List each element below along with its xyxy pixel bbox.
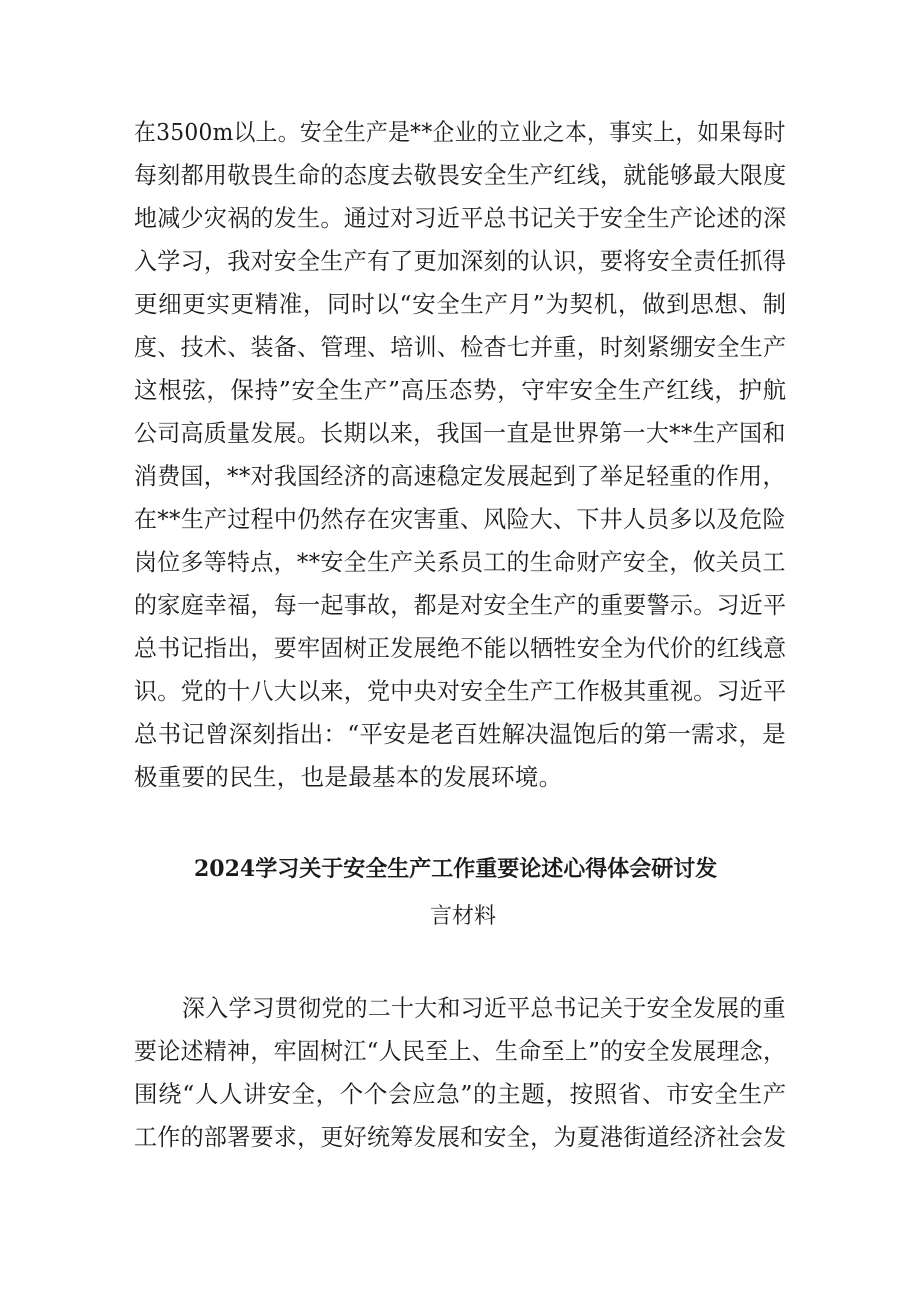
text-line: 入学习，我对安全生产有了更加深刻的认识，要将安全责任抓得 bbox=[134, 247, 787, 275]
text-line: 在3500m以上。安全生产是**企业的立业之本，事实上，如果每时 bbox=[134, 118, 786, 146]
text-line: 深入学习贯彻党的二十大和习近平总书记关于安全发展的重 bbox=[182, 994, 786, 1022]
text-line: 度、技术、装备、管理、培训、检杳七并重，时刻紧绷安全生产 bbox=[134, 333, 787, 361]
text-line: 每刻都用敬畏生命的态度去敬畏安全生产红线，就能够最大限度 bbox=[134, 161, 787, 189]
text-line: 围绕“人人讲安全，个个会应急”的主题，按照省、市安全生产 bbox=[134, 1080, 787, 1108]
text-line: 总书记曾深刻指出：“平安是老百姓解决温饱后的第一需求，是 bbox=[134, 720, 786, 748]
heading-line-2: 言材料 bbox=[430, 904, 497, 929]
text-line: 这根弦，保持”安全生产”高压态势，守牢安全生产红线，护航 bbox=[134, 376, 787, 404]
text-line: 岗位多等特点，**安全生产关系员工的生命财产安全，攸关员工 bbox=[134, 548, 786, 576]
text-line: 更细更实更精准，同时以“安全生产月”为契机，做到思想、制 bbox=[134, 290, 787, 318]
heading-line-1: 2024学习关于安全生产工作重要论述心得体会研讨发 bbox=[194, 856, 718, 882]
text-line: 的家庭幸福，每一起事故，都是对安全生产的重要警示。习近平 bbox=[134, 591, 787, 619]
text-line: 极重要的民生，也是最基本的发展环境。 bbox=[134, 763, 563, 791]
text-line: 公司高质量发展。长期以来，我国一直是世界第一大**生产国和 bbox=[134, 419, 786, 447]
text-line: 要论述精神，牢固树江“人民至上、生命至上”的安全发展理念， bbox=[134, 1037, 787, 1065]
text-line: 总书记指出，要牢固树正发展绝不能以牺牲安全为代价的红线意 bbox=[134, 634, 787, 662]
text-line: 工作的部署要求，更好统筹发展和安全，为夏港街道经济社会发 bbox=[134, 1123, 787, 1151]
text-line: 消费国，**对我国经济的高速稳定发展起到了举足轻重的作用， bbox=[134, 462, 786, 490]
text-line: 识。党的十八大以来，党中央对安全生产工作极其重视。习近平 bbox=[134, 677, 787, 705]
text-line: 在**生产过程中仍然存在灾害重、风险大、下井人员多以及危险 bbox=[134, 505, 786, 533]
text-line: 地减少灾祸的发生。通过对习近平总书记关于安全生产论述的深 bbox=[134, 204, 787, 232]
